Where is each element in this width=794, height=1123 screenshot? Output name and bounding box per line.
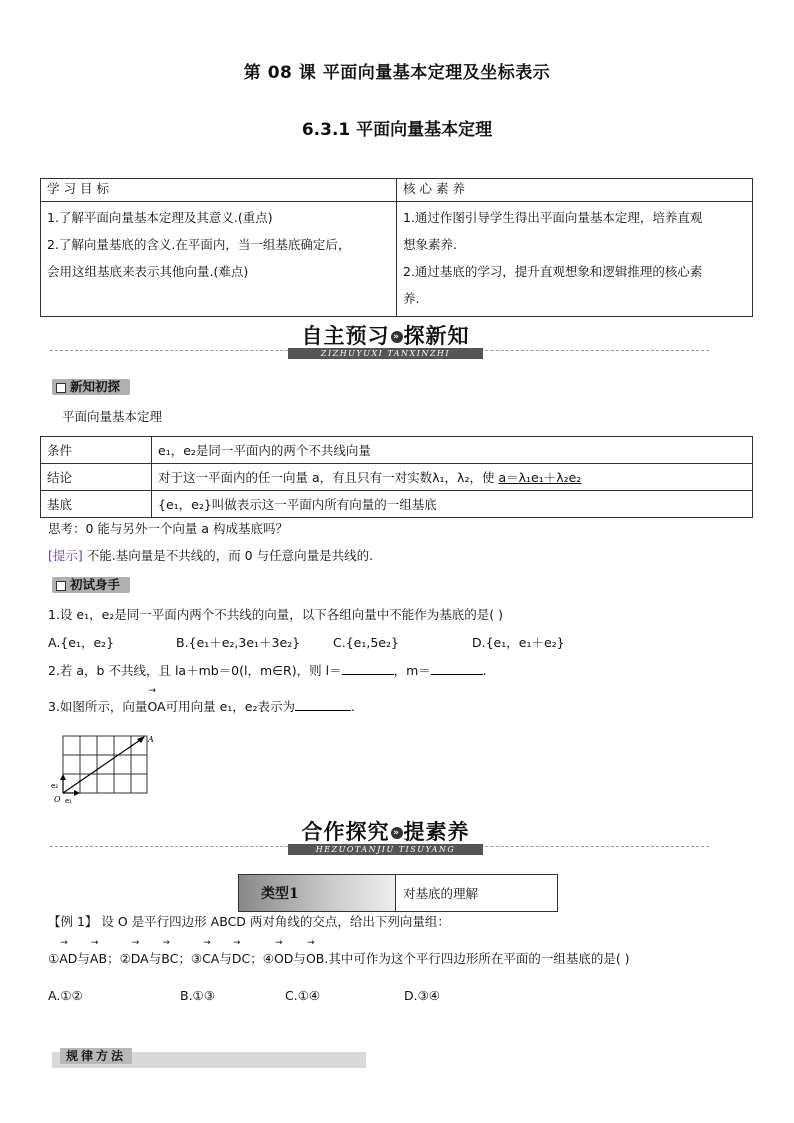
label-e1: e₁ [65,797,73,805]
banner-title-b: 探新知 [403,324,470,348]
example-1-stem: 【例 1】 设 O 是平行四边形 ABCD 两对角线的交点，给出下列向量组： [48,914,450,929]
banner-subtitle: ZIZHUYUXI TANXINZHI [288,348,483,359]
question-2: 2.若 a，b 不共线，且 la＋mb＝0(l，m∈R)，则 l＝ ，m＝ . [48,663,487,678]
q1-option-b: B.{e₁＋e₂,3e₁＋3e₂} [176,635,301,650]
theorem-label-basis: 基底 [41,491,152,518]
label-a: A [148,735,154,744]
type-label: 类型1 [261,886,299,902]
banner-subtitle: HEZUOTANJIU TISUYANG [288,844,483,855]
tag-new-knowledge: 新知初探 [52,379,130,395]
rule-tag: 规律方法 [60,1048,132,1064]
q1-option-d: D.{e₁，e₁＋e₂} [472,635,565,650]
theorem-label-conclusion: 结论 [41,464,152,491]
example-option-d: D.③④ [404,988,441,1003]
arrow-icon: » [391,331,403,343]
answer-blank-l [342,662,394,675]
theorem-title: 平面向量基本定理 [62,409,163,424]
think-question: 思考：0 能与另外一个向量 a 构成基底吗？ [48,521,289,536]
goals-header-right: 核心素养 [397,179,753,202]
grid-figure [50,730,160,806]
section-banner-preview [40,322,753,362]
goals-right-cell [397,202,753,317]
answer-blank-oa [295,698,351,711]
theorem-label-condition: 条件 [41,437,152,464]
hint-line [48,547,373,565]
banner-title-a: 合作探究 [301,820,390,844]
example-option-b: B.①③ [180,988,215,1003]
goals-left-cell [41,202,397,317]
type-box [238,874,558,912]
page-title: 第 08 课 平面向量基本定理及坐标表示 [243,63,551,83]
literacy-line: 1.通过作图引导学生得出平面向量基本定理，培养直观 [403,210,703,225]
q1-option-a: A.{e₁，e₂} [48,635,115,650]
section-subtitle: 6.3.1 平面向量基本定理 [301,120,493,140]
tag-try: 初试身手 [52,577,130,593]
hint-text: 不能.基向量是不共线的，而 0 与任意向量是共线的. [82,548,374,563]
question-1: 1.设 e₁，e₂是同一平面内两个不共线的向量，以下各组向量中不能作为基底的是( ) [48,607,504,622]
hint-label: [提示] [48,548,83,563]
theorem-condition: e₁，e₂是同一平面内的两个不共线向量 [152,437,753,464]
banner-title-b: 提素养 [403,820,470,844]
goals-table [40,178,753,317]
q1-option-c: C.{e₁,5e₂} [333,635,399,650]
literacy-line: 想象素养. [403,237,457,252]
goal-line: 2.了解向量基底的含义.在平面内，当一组基底确定后， [47,237,351,252]
label-e2: e₂ [51,782,59,790]
theorem-table [40,436,753,518]
type-text: 对基底的理解 [403,886,479,901]
question-3: 3.如图所示，向量→ OA可用向量 e₁，e₂表示为 . [48,698,355,716]
answer-blank-m [431,662,483,675]
section-banner-explore [40,818,753,858]
vector-oa: → OA [147,698,165,716]
goal-line: 会用这组基底来表示其他向量.(难点) [47,264,249,279]
literacy-line: 2.通过基底的学习，提升直观想象和逻辑推理的核心素 [403,264,703,279]
label-o: O [54,795,61,804]
theorem-formula: a＝λ₁e₁＋λ₂e₂ [498,470,582,485]
theorem-conclusion: 对于这一平面内的任一向量 a，有且只有一对实数λ₁，λ₂，使 a＝λ₁e₁＋λ₂e₂ [152,464,753,491]
theorem-basis: {e₁，e₂}叫做表示这一平面内所有向量的一组基底 [152,491,753,518]
example-option-c: C.①④ [285,988,321,1003]
goal-line: 1.了解平面向量基本定理及其意义.(重点) [47,210,273,225]
example-1-items: ①→ AD与→ AB；②→ DA与→ BC；③→ CA与→ DC；④→ OD与→ OB.其中可作为这个平行四边形所在平面的一组基底的是( ) [48,950,630,968]
arrow-icon: » [391,827,403,839]
goals-header-left: 学习目标 [41,179,397,202]
banner-title-a: 自主预习 [301,324,390,348]
literacy-line: 养. [403,291,420,306]
example-option-a: A.①② [48,988,83,1003]
